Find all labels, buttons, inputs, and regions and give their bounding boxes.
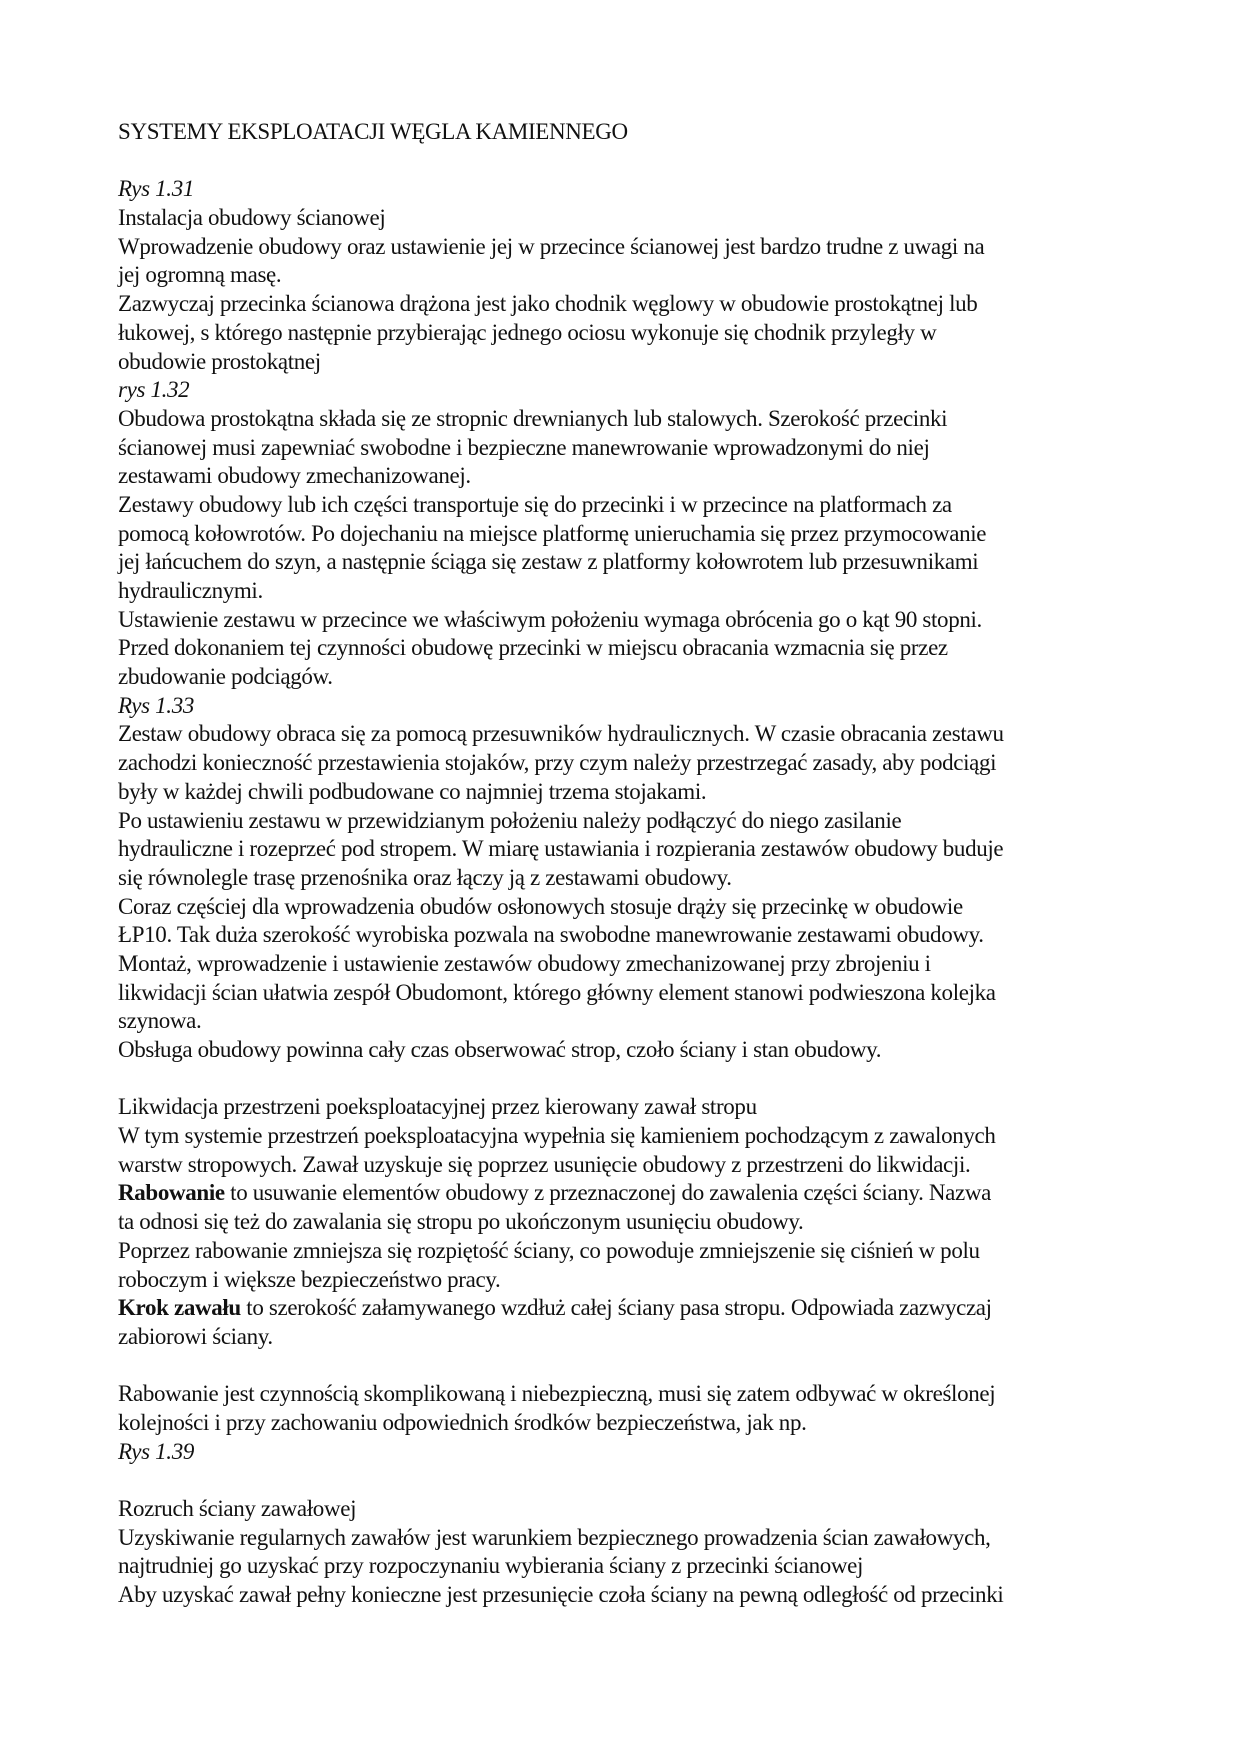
paragraph-line <box>118 1208 1128 1237</box>
line-text: łukowej, s którego następnie przybierając jednego ociosu wykonuje się chodnik przyległy w <box>118 319 937 345</box>
paragraph-line <box>118 1581 1128 1610</box>
line-text: to usuwanie elementów obudowy z przeznaczonej do zawalenia części ściany. Nazwa <box>224 1180 991 1206</box>
line-text: Rozruch ściany zawałowej <box>118 1496 357 1521</box>
line-text: SYSTEMY EKSPLOATACJI WĘGLA KAMIENNEGO <box>118 119 628 144</box>
paragraph-line <box>118 1552 1128 1581</box>
line-text: Ustawienie zestawu w przecince we właściwym położeniu wymaga obrócenia go o kąt 90 stopni. <box>118 606 982 632</box>
line-text: Rys 1.39 <box>118 1438 194 1464</box>
bold-term: Rabowanie <box>118 1180 225 1206</box>
paragraph-line <box>118 1036 1128 1065</box>
paragraph-line <box>118 634 1128 663</box>
figure-reference <box>118 175 1128 204</box>
paragraph-line <box>118 778 1128 807</box>
line-text: zachodzi konieczność przestawienia stojaków, przy czym należy przestrzegać zasady, aby podciągi <box>118 750 997 776</box>
paragraph-line <box>118 405 1128 434</box>
paragraph-line <box>118 979 1128 1008</box>
line-text: warstw stropowych. Zawał uzyskuje się poprzez usunięcie obudowy z przestrzeni do likwidacji. <box>118 1151 971 1177</box>
paragraph-line <box>118 462 1128 491</box>
paragraph-line <box>118 835 1128 864</box>
paragraph-line <box>118 1151 1128 1180</box>
line-text: najtrudniej go uzyskać przy rozpoczynaniu wybierania ściany z przecinki ścianowej <box>118 1553 864 1579</box>
line-text: Rys 1.31 <box>118 176 194 202</box>
paragraph-line <box>118 893 1128 922</box>
paragraph-line <box>118 491 1128 520</box>
line-text: Przed dokonaniem tej czynności obudowę przecinki w miejscu obracania wzmacnia się przez <box>118 635 948 661</box>
line-text: Poprzez rabowanie zmniejsza się rozpiętość ściany, co powoduje zmniejszenie się ciśnień w polu <box>118 1237 980 1263</box>
line-text: Aby uzyskać zawał pełny konieczne jest przesunięcie czoła ściany na pewną odległość od przecinki <box>118 1582 1004 1608</box>
line-text: Zestaw obudowy obraca się za pomocą przesuwników hydraulicznych. W czasie obracania zestawu <box>118 721 1004 747</box>
paragraph-line <box>118 434 1128 463</box>
blank-line <box>118 1065 1128 1094</box>
paragraph-line <box>118 290 1128 319</box>
blank-line <box>118 1466 1128 1495</box>
paragraph-line <box>118 520 1128 549</box>
line-text: Montaż, wprowadzenie i ustawienie zestawów obudowy zmechanizowanej przy zbrojeniu i <box>118 950 931 976</box>
paragraph-line <box>118 1179 1128 1208</box>
paragraph-line <box>118 749 1128 778</box>
line-text: Coraz częściej dla wprowadzenia obudów osłonowych stosuje drąży się przecinkę w obudowie <box>118 893 963 919</box>
paragraph-line <box>118 319 1128 348</box>
line-text: likwidacji ścian ułatwia zespół Obudomont, którego główny element stanowi podwieszona kolejka <box>118 979 996 1005</box>
line-text: Zazwyczaj przecinka ścianowa drążona jest jako chodnik węglowy w obudowie prostokątnej lub <box>118 291 978 317</box>
figure-reference <box>118 376 1128 405</box>
line-text: zbudowanie podciągów. <box>118 664 333 690</box>
line-text: ścianowej musi zapewniać swobodne i bezpieczne manewrowanie wprowadzonymi do niej <box>118 434 930 460</box>
bold-term: Krok zawału <box>118 1295 241 1321</box>
line-text: szynowa. <box>118 1008 202 1034</box>
document-title <box>118 118 1128 147</box>
section-heading <box>118 1495 1128 1524</box>
line-text: rys 1.32 <box>118 377 190 403</box>
line-text: Po ustawieniu zestawu w przewidzianym położeniu należy podłączyć do niego zasilanie <box>118 807 902 833</box>
paragraph-line <box>118 261 1128 290</box>
line-text: hydraulicznymi. <box>118 578 263 603</box>
line-text: Obsługa obudowy powinna cały czas obserwować strop, czoło ściany i stan obudowy. <box>118 1037 882 1062</box>
paragraph-line <box>118 1380 1128 1409</box>
line-text: się równolegle trasę przenośnika oraz łączy ją z zestawami obudowy. <box>118 864 732 890</box>
paragraph-line <box>118 233 1128 262</box>
paragraph-line <box>118 1266 1128 1295</box>
paragraph-line <box>118 864 1128 893</box>
line-text: ŁP10. Tak duża szerokość wyrobiska pozwala na swobodne manewrowanie zestawami obudowy. <box>118 922 984 948</box>
line-text: jej ogromną masę. <box>118 262 282 288</box>
paragraph-line <box>118 577 1128 606</box>
line-text: Zestawy obudowy lub ich części transportuje się do przecinki i w przecince na platformach za <box>118 491 952 517</box>
line-text: Wprowadzenie obudowy oraz ustawienie jej w przecince ścianowej jest bardzo trudne z uwagi na <box>118 233 985 259</box>
line-text: W tym systemie przestrzeń poeksploatacyjna wypełnia się kamieniem pochodzącym z zawalonych <box>118 1123 996 1149</box>
line-text: kolejności i przy zachowaniu odpowiednich środków bezpieczeństwa, jak np. <box>118 1409 807 1435</box>
paragraph-line <box>118 1007 1128 1036</box>
paragraph-line <box>118 921 1128 950</box>
paragraph-line <box>118 1122 1128 1151</box>
line-text: hydrauliczne i rozeprzeć pod stropem. W miarę ustawiania i rozpierania zestawów obudowy buduje <box>118 836 1004 862</box>
document-page <box>118 118 1128 1610</box>
line-text: to szerokość załamywanego wzdłuż całej ściany pasa stropu. Odpowiada zazwyczaj <box>240 1295 992 1321</box>
paragraph-line <box>118 950 1128 979</box>
figure-reference <box>118 692 1128 721</box>
paragraph-line <box>118 1524 1128 1553</box>
paragraph-line <box>118 1237 1128 1266</box>
blank-line <box>118 1352 1128 1381</box>
line-text: zestawami obudowy zmechanizowanej. <box>118 463 471 489</box>
paragraph-line <box>118 1323 1128 1352</box>
paragraph-line <box>118 1409 1128 1438</box>
line-text: Uzyskiwanie regularnych zawałów jest warunkiem bezpiecznego prowadzenia ścian zawałowych, <box>118 1524 991 1550</box>
paragraph-line <box>118 663 1128 692</box>
section-heading <box>118 1093 1128 1122</box>
paragraph-line <box>118 606 1128 635</box>
figure-reference <box>118 1438 1128 1467</box>
paragraph-line <box>118 1294 1128 1323</box>
line-text: obudowie prostokątnej <box>118 348 321 374</box>
section-heading <box>118 204 1128 233</box>
line-text: Rys 1.33 <box>118 692 194 718</box>
line-text: jej łańcuchem do szyn, a następnie ściąga się zestaw z platformy kołowrotem lub przesuwnikami <box>118 549 979 575</box>
line-text: pomocą kołowrotów. Po dojechaniu na miejsce platformę unieruchamia się przez przymocowanie <box>118 520 987 546</box>
line-text: Obudowa prostokątna składa się ze stropnic drewnianych lub stalowych. Szerokość przecinki <box>118 405 948 431</box>
line-text: roboczym i większe bezpieczeństwo pracy. <box>118 1266 501 1292</box>
paragraph-line <box>118 807 1128 836</box>
line-text: ta odnosi się też do zawalania się stropu po ukończonym usunięciu obudowy. <box>118 1209 804 1235</box>
line-text: Rabowanie jest czynnością skomplikowaną i niebezpieczną, musi się zatem odbywać w określonej <box>118 1381 996 1407</box>
paragraph-line <box>118 720 1128 749</box>
line-text: były w każdej chwili podbudowane co najmniej trzema stojakami. <box>118 778 707 804</box>
line-text: zabiorowi ściany. <box>118 1323 273 1349</box>
paragraph-line <box>118 548 1128 577</box>
blank-line <box>118 147 1128 176</box>
line-text: Likwidacja przestrzeni poeksploatacyjnej przez kierowany zawał stropu <box>118 1094 757 1120</box>
paragraph-line <box>118 348 1128 377</box>
line-text: Instalacja obudowy ścianowej <box>118 205 386 231</box>
